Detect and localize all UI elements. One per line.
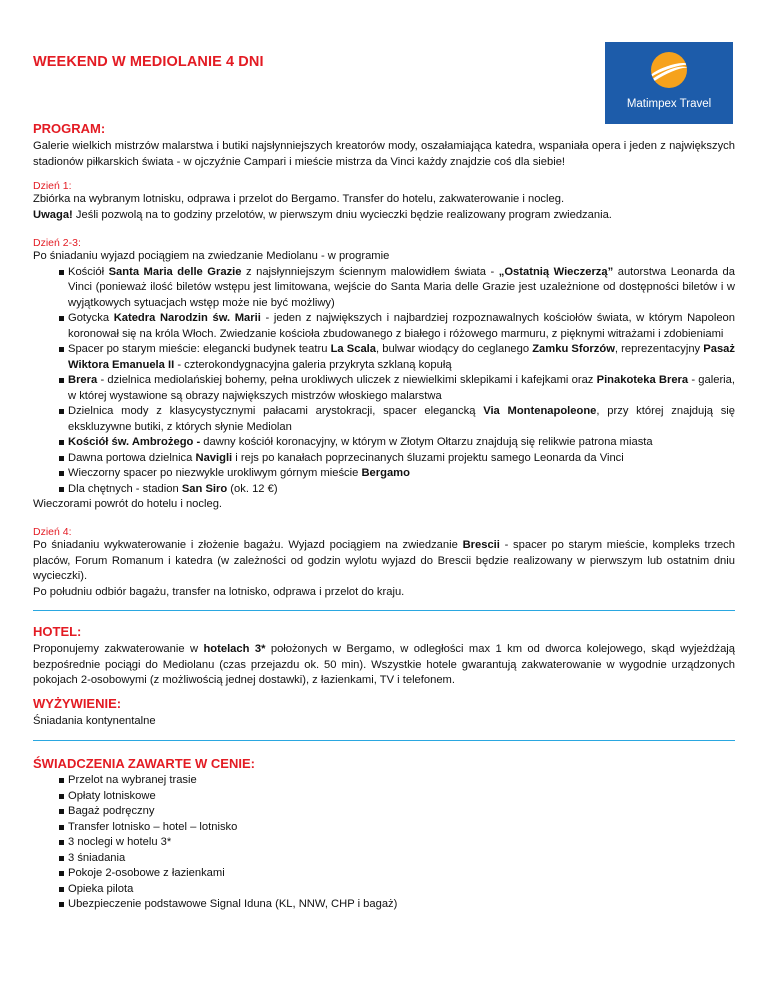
- included-list: [33, 773, 735, 913]
- list-item-text: - czterokondygnacyjna galeria przykryta szklaną kopułą: [174, 358, 452, 371]
- list-item: [33, 451, 735, 467]
- company-logo: [605, 42, 733, 124]
- list-item: [33, 342, 735, 373]
- list-item-text: - galeria, w której wystawione są obrazy największych mistrzów włoskiego malarstwa: [68, 374, 735, 402]
- list-item: [33, 466, 735, 482]
- document-title: WEEKEND W MEDIOLANIE 4 DNI: [33, 54, 264, 70]
- food-heading: WYŻYWIENIE:: [33, 696, 122, 711]
- list-item-text: Kościół św. Ambrożego -: [68, 436, 201, 448]
- list-item-text: Zamku Sforzów: [532, 343, 615, 355]
- program-heading: PROGRAM:: [33, 121, 106, 136]
- list-item: Opłaty lotniskowe: [33, 789, 735, 805]
- day4-text-c: - spacer po starym mieście, kompleks trzech placów, Forum Romanum i katedra (w zależności od godzin wylotu wyjazd do Brescii będzie realizowany w pierwszym lub ostatnim dniu wycieczki).: [33, 539, 735, 582]
- list-item: [33, 265, 735, 312]
- logo-text: Matimpex Travel: [626, 98, 712, 110]
- list-item: [33, 482, 735, 498]
- day1-section: [33, 180, 735, 223]
- list-item-text: - dzielnica mediolańskiej bohemy, pełna urokliwych uliczek z niewielkimi sklepikami i kafejkami oraz: [97, 374, 597, 386]
- list-item-text: Kościół: [68, 265, 109, 278]
- food-section: [33, 696, 735, 730]
- divider-1: [33, 610, 735, 611]
- list-item-text: Santa Maria delle Grazie: [108, 265, 242, 278]
- day23-label: Dzień 2-3:: [33, 237, 81, 249]
- day4-text: [33, 538, 735, 585]
- list-item: [33, 435, 735, 451]
- list-item: [33, 311, 735, 342]
- list-item: Transfer lotnisko – hotel – lotnisko: [33, 820, 735, 836]
- day1-note-bold: Uwaga!: [33, 208, 73, 221]
- list-item-text: Spacer po starym mieście: elegancki budynek teatru: [68, 343, 331, 355]
- day1-note: [33, 208, 735, 224]
- list-item-text: San Siro: [181, 482, 228, 495]
- food-text: Śniadania kontynentalne: [33, 715, 156, 727]
- list-item: Opieka pilota: [33, 882, 735, 898]
- day23-section: [33, 237, 735, 513]
- day4-text-a: Po śniadaniu wykwaterowanie i złożenie bagażu. Wyjazd pociągiem na zwiedzanie: [33, 539, 463, 551]
- list-item-text: Brera: [68, 374, 98, 386]
- sun-logo-icon: [651, 52, 687, 88]
- list-item: [33, 373, 735, 404]
- list-item-text: Wieczorny spacer po niezwykle urokliwym górnym mieście: [68, 467, 362, 479]
- list-item: Bagaż podręczny: [33, 804, 735, 820]
- list-item-text: „Ostatnią Wieczerzą”: [498, 265, 614, 278]
- list-item: Pokoje 2-osobowe z łazienkami: [33, 866, 735, 882]
- program-intro: Galerie wielkich mistrzów malarstwa i butiki najsłynniejszych kreatorów mody, oszałamiająca katedra, wspaniała opera i jeden z największych stadionów piłkarskich świata - w ojczyźnie Campari i mieście mistrza da Vinci każdy znajdzie coś dla siebie!: [33, 140, 735, 168]
- hotel-heading: HOTEL:: [33, 624, 82, 639]
- hotel-section: [33, 624, 735, 689]
- list-item-text: dawny kościół koronacyjny, w którym w Złotym Ołtarzu znajdują się relikwie patrona miasta: [200, 436, 653, 448]
- list-item-text: Dzielnica mody z klasycystycznymi pałacami arystokracji, spacer elegancką: [68, 405, 484, 417]
- day1-label: Dzień 1:: [33, 180, 72, 192]
- day4-brescia: Brescii: [462, 539, 500, 551]
- included-section: [33, 756, 735, 913]
- list-item-text: Dla chętnych - stadion: [68, 482, 182, 495]
- day23-intro: Po śniadaniu wyjazd pociągiem na zwiedzanie Mediolanu - w programie: [33, 250, 390, 262]
- day4-return: Po południu odbiór bagażu, transfer na lotnisko, odprawa i przelot do kraju.: [33, 585, 405, 598]
- hotel-text-c: położonych w Bergamo, w odległości max 1 km od dworca kolejowego, skąd wyjeżdżają bezpośrednie pociągi do Mediolanu (czas przejazdu ok. 50 min). Wszystkie hotele gwarantują zakwaterowanie w wygodnie urządzonych pokojach 2-osobowymi (z możliwością jednej dostawki), z łazienkami, TV i telefonem.: [33, 643, 736, 686]
- list-item-text: Katedra Narodzin św. Marii: [113, 312, 261, 324]
- day4-label: Dzień 4:: [33, 526, 72, 538]
- list-item: [33, 404, 735, 435]
- list-item: 3 noclegi w hotelu 3*: [33, 835, 735, 851]
- list-item-text: Pinakoteka Brera: [596, 374, 689, 386]
- day1-text: Zbiórka na wybranym lotnisku, odprawa i przelot do Bergamo. Transfer do hotelu, zakwaterowanie i nocleg.: [33, 193, 565, 205]
- list-item-text: Dawna portowa dzielnica: [68, 451, 196, 464]
- list-item-text: i rejs po kanałach poprzecinanych śluzami projektu samego Leonarda da Vinci: [232, 451, 624, 464]
- list-item-text: Pasaż Wiktora Emanuela II: [68, 343, 735, 371]
- hotel-stars: hotelach 3*: [203, 643, 266, 655]
- list-item-text: Bergamo: [361, 467, 410, 479]
- list-item-text: - jeden z największych i najbardziej rozpoznawalnych kościołów świata, w którym Napoleon koronował się na króla Włoch. Zwiedzanie kościoła zbudowanego z białego i różowego marmuru, z pięknymi witrażami i zdobieniami: [68, 312, 735, 340]
- hotel-text: [33, 642, 735, 689]
- divider-2: [33, 740, 735, 741]
- day23-outro: Wieczorami powrót do hotelu i nocleg.: [33, 498, 223, 510]
- hotel-text-a: Proponujemy zakwaterowanie w: [33, 643, 204, 655]
- list-item-text: z najsłynniejszym ściennym malowidłem świata -: [241, 265, 499, 278]
- list-item: Ubezpieczenie podstawowe Signal Iduna (KL, NNW, CHP i bagaż): [33, 897, 735, 913]
- list-item-text: La Scala: [330, 343, 376, 355]
- list-item: 3 śniadania: [33, 851, 735, 867]
- included-heading: ŚWIADCZENIA ZAWARTE W CENIE:: [33, 756, 255, 771]
- list-item-text: Gotycka: [68, 312, 114, 324]
- day23-list: [33, 265, 735, 498]
- list-item-text: Via Montenapoleone: [483, 405, 597, 417]
- list-item-text: , przy której znajdują się ekskluzywne butiki, z których słynie Mediolan: [68, 405, 736, 433]
- list-item-text: , bulwar wiodący do ceglanego: [376, 343, 533, 355]
- list-item: Przelot na wybranej trasie: [33, 773, 735, 789]
- list-item-text: autorstwa Leonarda da Vinci (ponieważ ilość biletów wstępu jest limitowana, wejście do Santa Maria delle Grazie jest uzależnione od dostępności biletów i w wyjątkowych sytuacjach wstęp może nie być możliwy): [68, 265, 735, 309]
- list-item-text: (ok. 12 €): [227, 482, 278, 495]
- list-item-text: , reprezentacyjny: [614, 343, 704, 355]
- day4-section: [33, 526, 735, 600]
- day1-note-text: Jeśli pozwolą na to godziny przelotów, w pierwszym dniu wycieczki będzie realizowany program zwiedzania.: [72, 208, 612, 221]
- program-section: [33, 121, 735, 170]
- list-item-text: Navigli: [195, 451, 233, 464]
